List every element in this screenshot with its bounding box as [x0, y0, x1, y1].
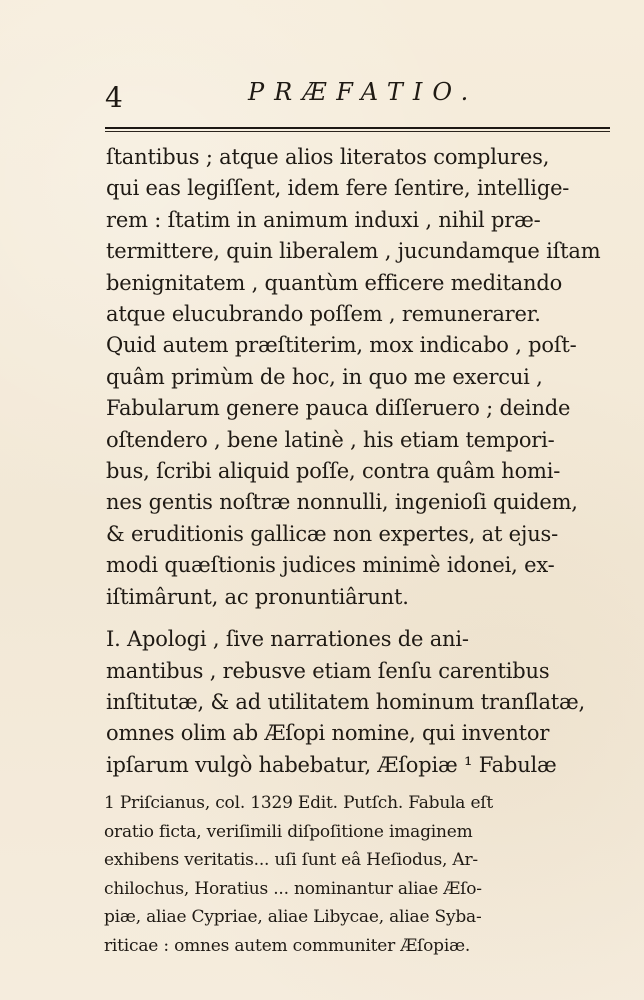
text-line: quâm primùm de hoc, in quo me exercui ,	[106, 364, 543, 389]
text-line: ipſarum vulgò habebatur, Æſopiæ ¹ Fabulæ	[106, 752, 557, 777]
page-number: 4	[105, 81, 123, 114]
running-title: PRÆFATIO.	[248, 78, 479, 106]
text-line: & eruditionis gallicæ non expertes, at ejus-	[106, 521, 559, 546]
text-line: nes gentis noſtræ nonnulli, ingenioſi quidem,	[106, 490, 578, 515]
text-line: rem : ſtatim in animum induxi , nihil præ-	[106, 207, 541, 232]
text-line: oſtendero , bene latinè , his etiam tempori-	[106, 427, 555, 452]
text-line: modi quæſtionis judices minimè idonei, ex-	[106, 553, 555, 578]
footnote-line: riticae : omnes autem communiter Æſopiæ.	[104, 935, 471, 956]
footnote-line: piæ, aliae Cypriae, aliae Libycae, aliae Syba-	[104, 907, 482, 928]
text-line: benignitatem , quantùm efficere meditando	[106, 270, 563, 295]
header-rule-thick	[105, 127, 610, 129]
text-line: I. Apologi , ſive narrationes de ani-	[106, 627, 469, 652]
footnote-line: chilochus, Horatius ... nominantur aliae Æſo-	[104, 878, 482, 899]
text-line: omnes olim ab Æſopi nomine, qui inventor	[106, 721, 550, 746]
text-line: ſtantibus ; atque alios literatos complures,	[106, 145, 550, 169]
text-line: iſtimârunt, ac pronuntiârunt.	[106, 584, 409, 609]
footnote-line: 1 Priſcianus, col. 1329 Edit. Putſch. Fabula eſt	[104, 793, 494, 813]
text-line: qui eas legiſſent, idem fere ſentire, intellige-	[106, 176, 570, 201]
text-line: mantibus , rebusve etiam ſenſu carentibus	[106, 658, 550, 683]
text-line: Quid autem præſtiterim, mox indicabo , poſt-	[106, 333, 577, 358]
footnote	[104, 789, 618, 961]
text-line: termittere, quin liberalem , jucundamque iſtam	[106, 239, 601, 264]
footnote-line: exhibens veritatis... uſi ſunt eâ Heſiodus, Ar-	[104, 850, 478, 871]
text-line: Fabularum genere pauca diſſeruero ; deinde	[106, 396, 571, 421]
running-head	[105, 80, 610, 120]
text-line: inſtitutæ, & ad utilitatem hominum tranſlatæ,	[106, 689, 586, 714]
text-line: bus, ſcribi aliquid poſſe, contra quâm homi-	[106, 459, 561, 484]
main-text	[106, 142, 616, 781]
footnote-line: oratio ficta, veriſimili diſpoſitione imaginem	[104, 821, 473, 842]
text-line: atque elucubrando poſſem , remunerarer.	[106, 302, 541, 327]
header-rule-thin	[105, 131, 610, 132]
